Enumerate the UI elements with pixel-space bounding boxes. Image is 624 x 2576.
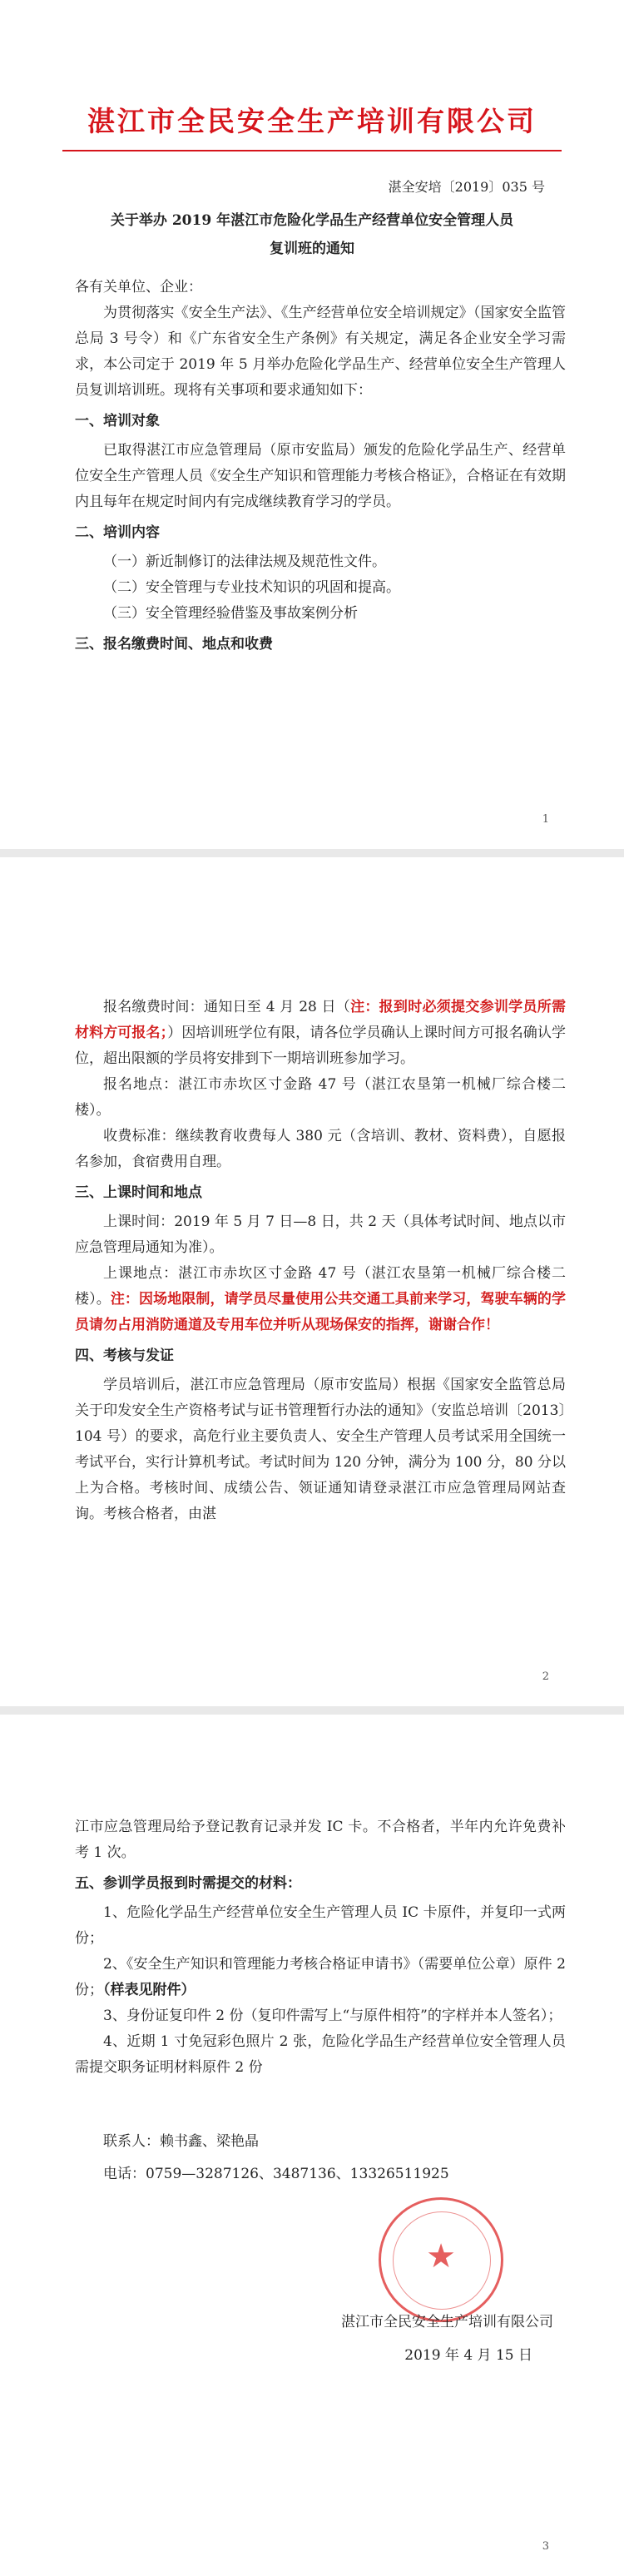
registration-time [75, 995, 566, 1072]
registration-time-b: ）因培训班学位有限，请各位学员确认上课时间方可报名确认学位，超出限额的学员将安排到下一期培训班参加学习。 [75, 1025, 567, 1067]
section-5-title: 五、参训学员报到时需提交的材料： [75, 1875, 301, 1892]
title-line-2: 复训班的通知 [270, 241, 354, 257]
section-2-item-1: （一）新近制修订的法律法规及规范性文件。 [103, 553, 386, 570]
intro-paragraph: 为贯彻落实《安全生产法》、《生产经营单位安全培训规定》（国家安全监管总局 3 号令）和《广东省安全生产条例》有关规定，满足各企业安全学习需求，本公司定于 2019 年 5 月举办危险化学品生产、经营单位安全生产管理人员复训培训班。现将有关事项和要求通知如下： [75, 305, 566, 399]
salutation: 各有关单位、企业： [75, 279, 202, 295]
material-2-b: （样表见附件） [103, 1982, 196, 1998]
signature-org: 湛江市全民安全生产培训有限公司 [341, 2314, 553, 2330]
section-2-item-3: （三）安全管理经验借鉴及事故案例分析 [103, 605, 358, 622]
page3-body [75, 1814, 566, 2187]
section-2-item-2: （二）安全管理与专业技术知识的巩固和提高。 [103, 579, 400, 596]
class-place-a: 上课地点：湛江市赤坎区寸金路 47 号（湛江农垦第一机械厂综合楼二楼）。 [75, 1265, 566, 1308]
page-number: 2 [542, 1670, 549, 1683]
material-2 [75, 1952, 566, 2003]
class-place-note: 注：因场地限制，请学员尽量使用公共交通工具前来学习，驾驶车辆的学员请勿占用消防通道及专用车位并听从现场保安的指挥，谢谢合作！ [75, 1291, 567, 1333]
phone: 电话：0759—3287126、3487136、13326511925 [103, 2166, 449, 2182]
doc-number: 湛全安培〔2019〕035 号 [388, 179, 545, 195]
section-2-title: 二、培训内容 [75, 524, 160, 541]
registration-time-a: 报名缴费时间：通知日至 4 月 28 日（ [103, 999, 351, 1015]
org-title: 湛江市全民安全生产培训有限公司 [87, 105, 537, 137]
registration-note: 注：报到时必须提交参训学员所需材料方可报名； [75, 999, 567, 1041]
title-line-1: 关于举办 2019 年湛江市危险化学品生产经营单位安全管理人员 [110, 212, 514, 229]
section-4-body: 学员培训后，湛江市应急管理局（原市安监局）根据《国家安全监管总局关于印发安全生产资格考试与证书管理暂行办法的通知》（安监总培训〔2013〕104 号）的要求，高危行业主要负责人、安全生产管理人员考试采用全国统一考试平台，实行计算机考试。考试时间为 120 分钟，满分为 100 分，80 分以上为合格。考核时间、成绩公告、领证通知请登录湛江市应急管理局网站查询。考核合格者，由湛 [75, 1377, 566, 1522]
material-4: 4、近期 1 寸免冠彩色照片 2 张，危险化学品生产经营单位安全管理人员需提交职务证明材料原件 2 份 [75, 2033, 566, 2076]
class-time: 上课时间：2019 年 5 月 7 日—8 日，共 2 天（具体考试时间、地点以市应急管理局通知为准）。 [75, 1214, 566, 1256]
class-place [75, 1261, 566, 1338]
section-3-title: 三、报名缴费时间、地点和收费 [75, 636, 273, 653]
page2-body [75, 995, 566, 1527]
signature-date: 2019 年 4 月 15 日 [404, 2347, 532, 2364]
class-time-title: 三、上课时间和地点 [75, 1184, 202, 1201]
seal-stamp-icon: ★ [379, 2197, 503, 2322]
section-4-continued: 江市应急管理局给予登记教育记录并发 IC 卡。不合格者，半年内允许免费补考 1 次。 [75, 1819, 566, 1861]
registration-place: 报名地点：湛江市赤坎区寸金路 47 号（湛江农垦第一机械厂综合楼二楼）。 [75, 1076, 566, 1119]
material-3: 3、身份证复印件 2 份（复印件需写上“与原件相符”的字样并本人签名）； [103, 2008, 562, 2024]
page1-body [75, 275, 566, 661]
document-page-3 [0, 1715, 624, 2576]
document-page-2 [0, 857, 624, 1706]
material-2-a: 2、《安全生产知识和管理能力考核合格证申请书》（需要单位公章）原件 2 份； [75, 1956, 566, 1998]
page-number: 1 [542, 813, 549, 826]
document-page-1 [0, 0, 624, 849]
fee-standard: 收费标准：继续教育收费每人 380 元（含培训、教材、资料费），自愿报名参加，食宿费用自理。 [75, 1128, 566, 1170]
section-1-body: 已取得湛江市应急管理局（原市安监局）颁发的危险化学品生产、经营单位安全生产管理人员《安全生产知识和管理能力考核合格证》，合格证在有效期内且每年在规定时间内有完成继续教育学习的学员。 [75, 442, 566, 510]
material-1: 1、危险化学品生产经营单位安全生产管理人员 IC 卡原件，并复印一式两份； [75, 1904, 566, 1947]
doc-title [67, 206, 557, 263]
page-number: 3 [542, 2540, 549, 2553]
contacts: 联系人：赖书鑫、梁艳晶 [103, 2133, 259, 2150]
section-1-title: 一、培训对象 [75, 413, 160, 429]
header-divider [62, 150, 562, 151]
section-4-title: 四、考核与发证 [75, 1348, 174, 1364]
